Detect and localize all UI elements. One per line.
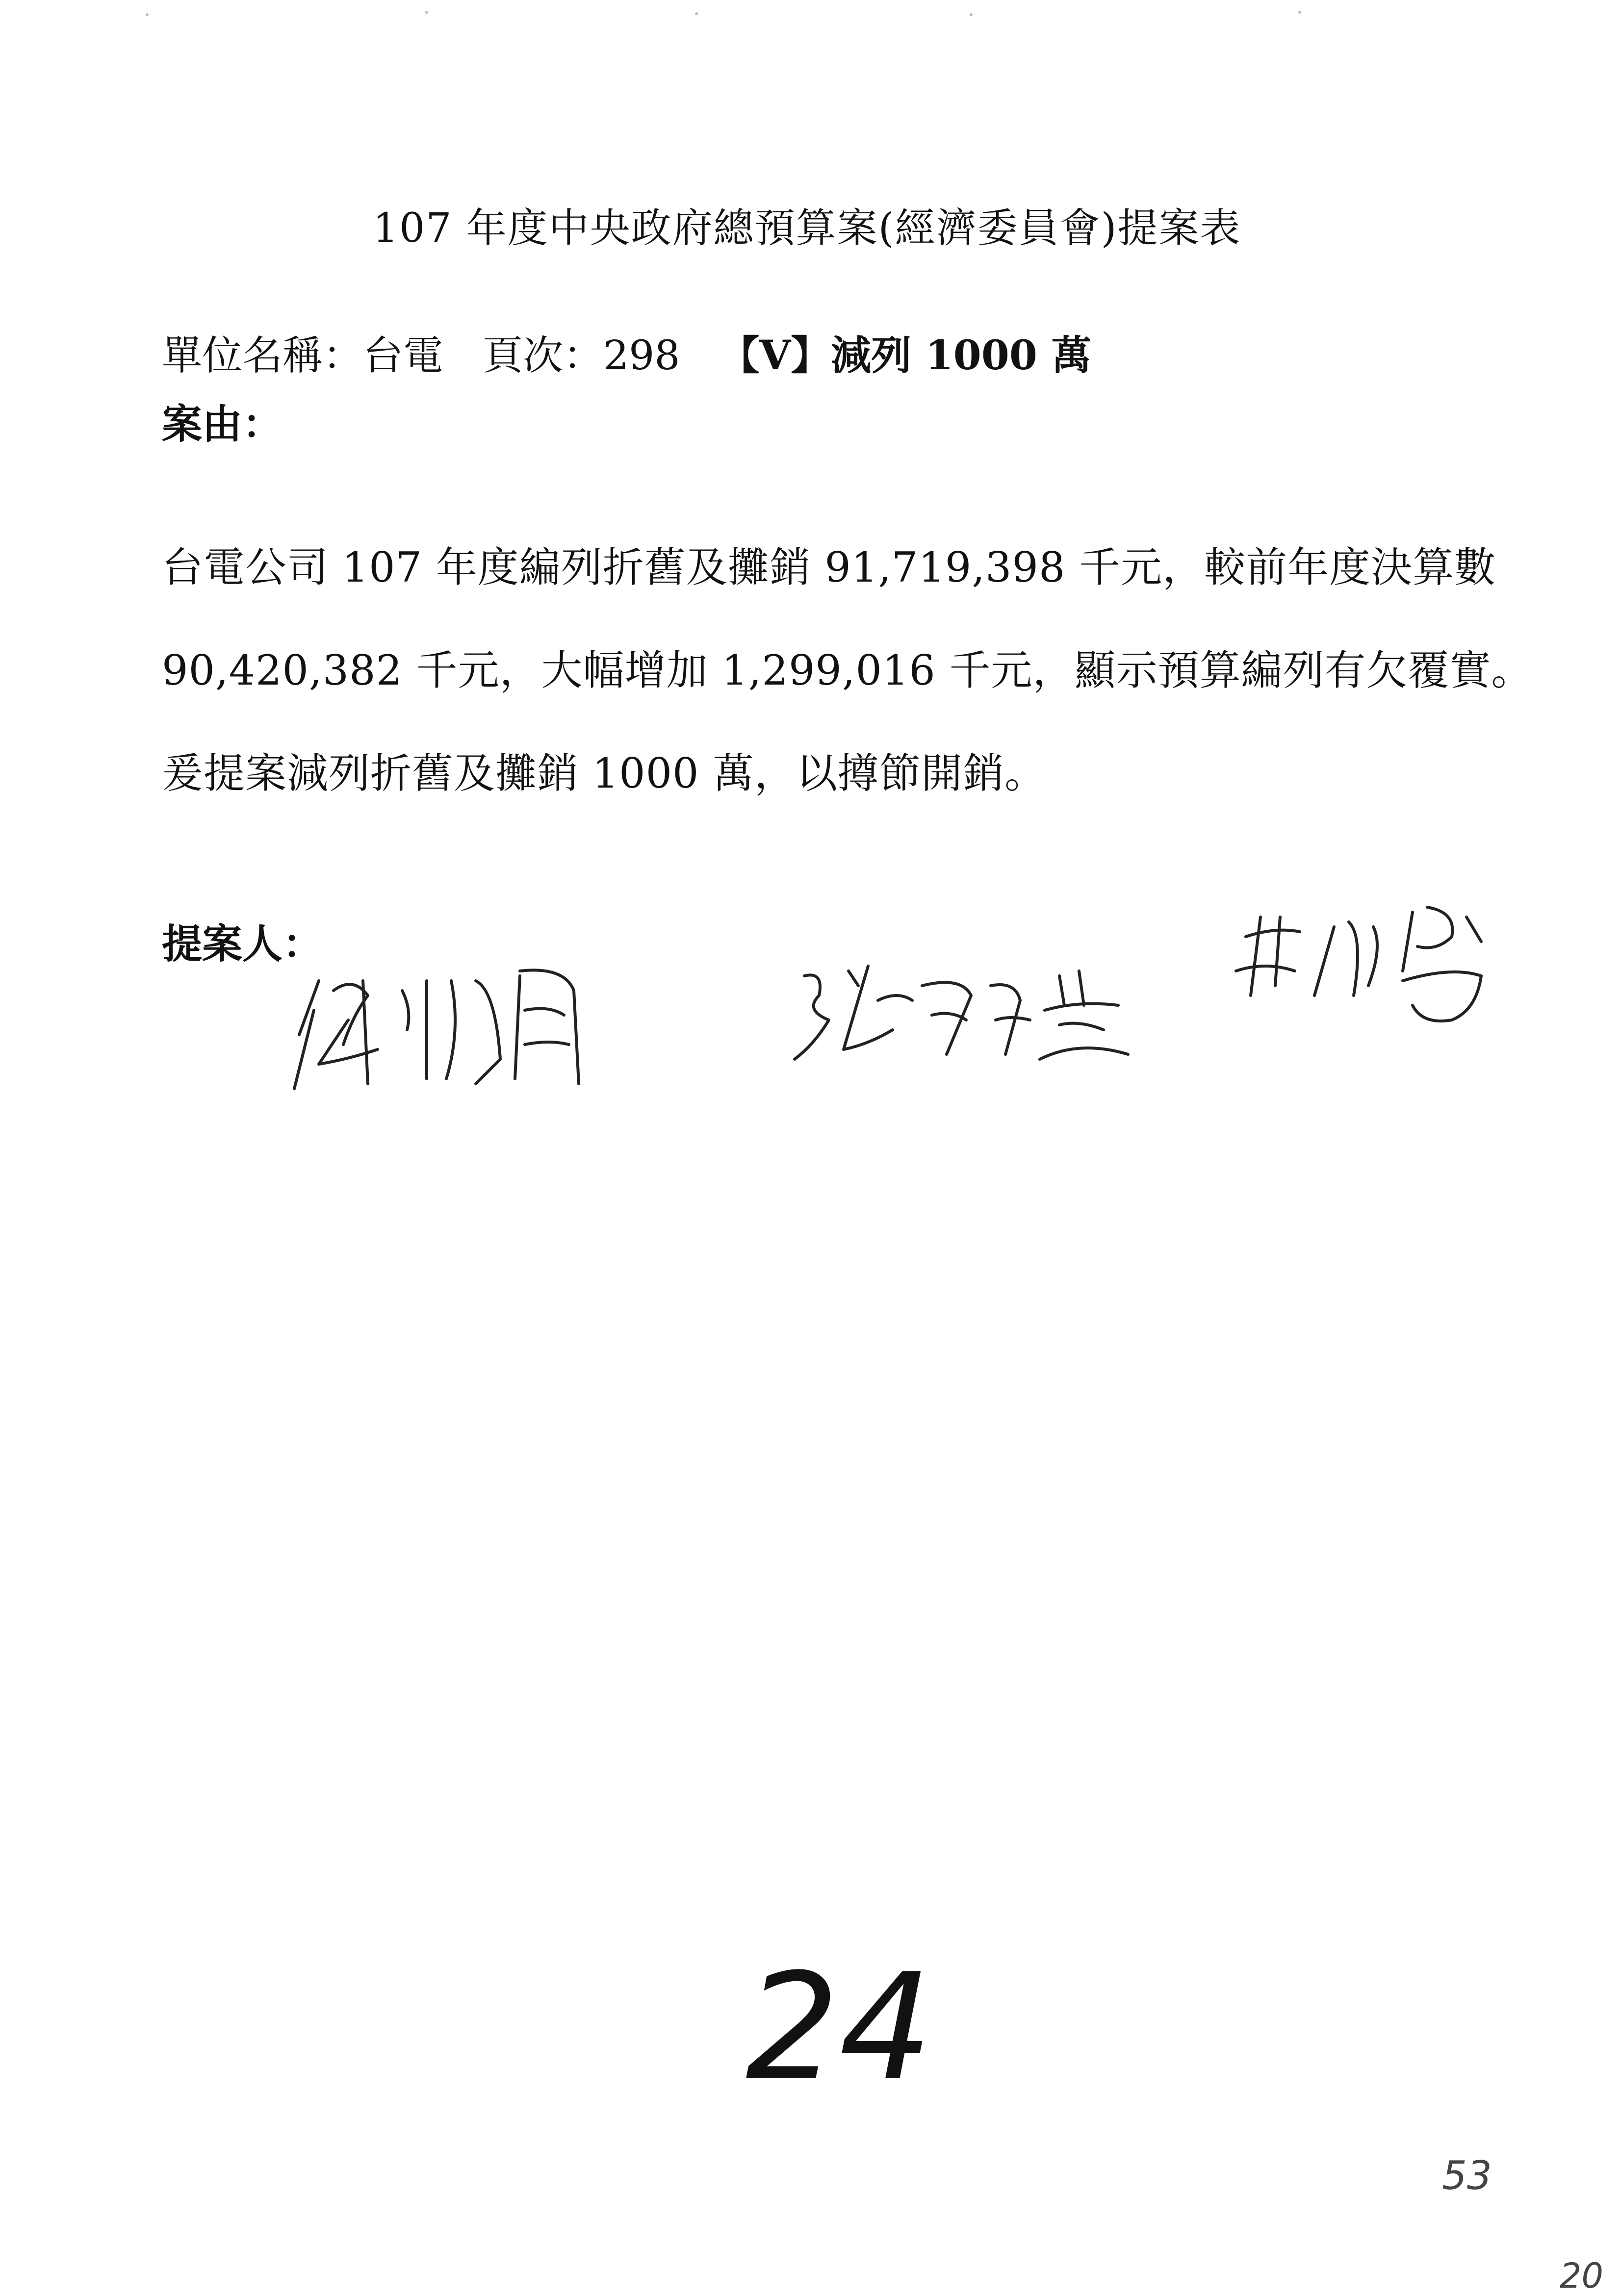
unit-line	[162, 324, 1091, 381]
body-line-2: 90,420,382 千元，大幅增加 1,299,016 千元，顯示預算編列有欠覆實。	[162, 646, 1533, 694]
signature-3	[1221, 897, 1496, 1035]
stamped-page-number: 53	[1442, 2153, 1492, 2198]
document-title: 107 年度中央政府總預算案(經濟委員會)提案表	[373, 205, 1241, 252]
action-reduce: 【V】減列 1000 萬	[719, 332, 1092, 379]
signature-2	[785, 956, 1157, 1089]
page-reference: 頁次：298	[483, 332, 680, 379]
unit-name: 單位名稱：台電	[162, 332, 444, 379]
body-line-3: 爰提案減列折舊及攤銷 1000 萬，以撙節開銷。	[162, 749, 1047, 797]
signature-1	[289, 961, 613, 1108]
handwritten-page-number: 24	[746, 1942, 933, 2113]
corner-number: 20	[1560, 2256, 1604, 2296]
body-line-1: 台電公司 107 年度編列折舊及攤銷 91,719,398 千元，較前年度決算數	[162, 543, 1496, 591]
proposer-label: 提案人：	[162, 920, 323, 968]
scan-specks	[0, 0, 1620, 29]
cause-label: 案由：	[162, 401, 283, 448]
